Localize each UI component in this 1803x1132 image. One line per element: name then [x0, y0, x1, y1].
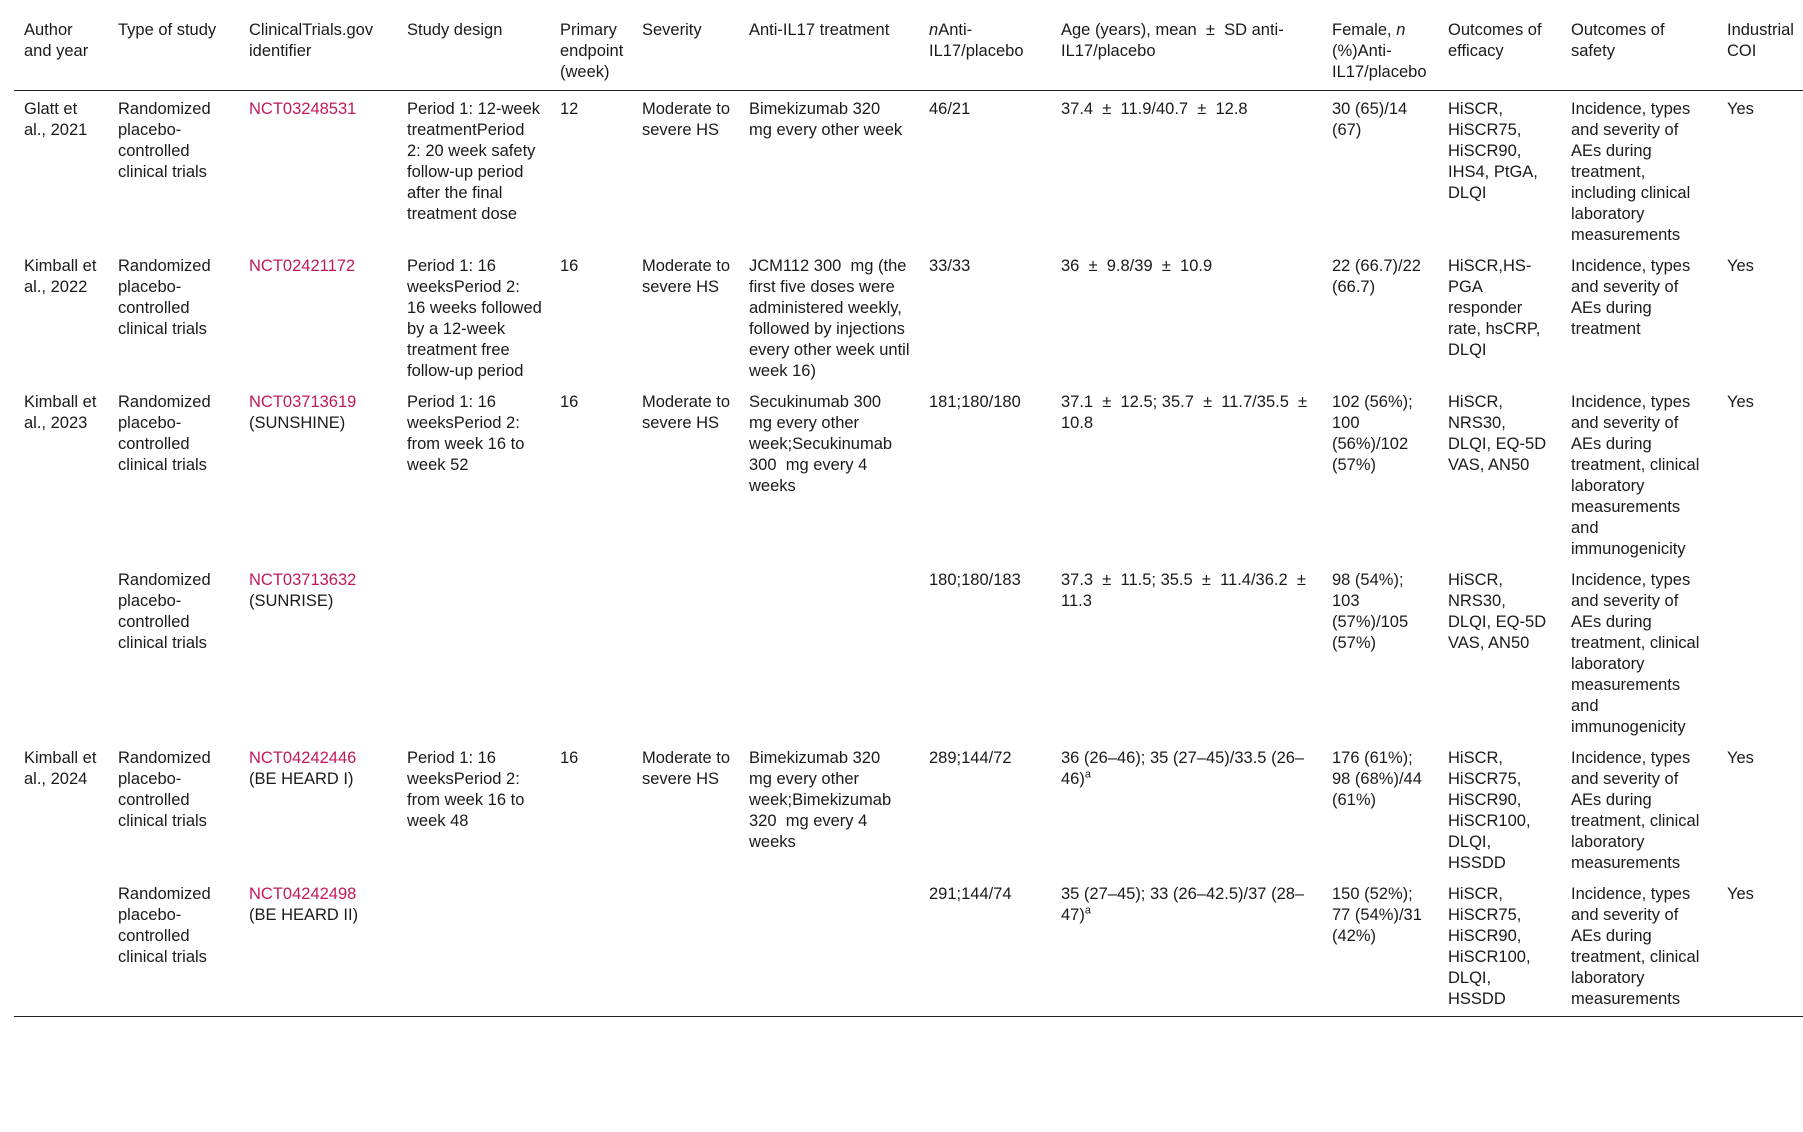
- cell-coi-text: Yes: [1727, 885, 1754, 903]
- cell-type: [108, 876, 239, 1017]
- cell-age: [1051, 91, 1322, 249]
- studies-table: [14, 10, 1803, 1017]
- header-coi: Industrial COI: [1717, 10, 1803, 91]
- cell-author-text: Glatt et al., 2021: [24, 100, 88, 139]
- cell-coi: [1717, 384, 1803, 562]
- cell-author: [14, 384, 108, 562]
- cell-safety-text: Incidence, types and severity of AEs during treatment, clinical laboratory measurements: [1571, 749, 1704, 872]
- trial-name: (SUNRISE): [249, 592, 334, 610]
- cell-design-text: Period 1: 16 weeksPeriod 2: from week 16 to week 52: [407, 393, 529, 474]
- cell-efficacy-text: HiSCR, NRS30, DLQI, EQ-5D VAS, AN50: [1448, 571, 1551, 652]
- cell-n-text: 289;144/72: [929, 749, 1012, 767]
- cell-author: [14, 562, 108, 740]
- cell-female: [1322, 384, 1438, 562]
- trial-name: (BE HEARD II): [249, 906, 359, 924]
- age-value: 37.4 ± 11.9/40.7 ± 12.8: [1061, 100, 1248, 118]
- cell-endpoint: [550, 248, 632, 384]
- age-value: 35 (27–45); 33 (26–42.5)/37 (28–47): [1061, 885, 1305, 924]
- cell-n: [919, 384, 1051, 562]
- cell-severity: [632, 876, 739, 1017]
- cell-design: [397, 384, 550, 562]
- age-footnote-mark: a: [1084, 768, 1091, 781]
- cell-coi: [1717, 876, 1803, 1017]
- cell-type-text: Randomized placebo-controlled clinical trials: [118, 257, 216, 338]
- cell-trial: [239, 740, 397, 876]
- table-row: [14, 384, 1803, 562]
- cell-coi-text: Yes: [1727, 100, 1754, 118]
- cell-safety: [1561, 91, 1717, 249]
- header-treatment: Anti-IL17 treatment: [739, 10, 919, 91]
- header-design: Study design: [397, 10, 550, 91]
- cell-endpoint: [550, 876, 632, 1017]
- cell-safety-text: Incidence, types and severity of AEs during treatment, clinical laboratory measurements and immunogenicity: [1571, 571, 1704, 736]
- cell-safety: [1561, 740, 1717, 876]
- cell-severity-text: Moderate to severe HS: [642, 100, 735, 139]
- cell-n-text: 181;180/180: [929, 393, 1021, 411]
- cell-author-text: Kimball et al., 2024: [24, 749, 102, 788]
- header-author: Author and year: [14, 10, 108, 91]
- cell-severity: [632, 562, 739, 740]
- table-row: [14, 562, 1803, 740]
- cell-treatment-text: JCM112 300 mg (the first five doses were administered weekly, followed by injections every other week until week 16): [749, 257, 915, 380]
- cell-coi-text: Yes: [1727, 393, 1754, 411]
- cell-efficacy: [1438, 248, 1561, 384]
- trial-link[interactable]: NCT02421172: [249, 257, 356, 275]
- trial-link[interactable]: NCT03713632: [249, 571, 357, 589]
- cell-safety: [1561, 384, 1717, 562]
- cell-endpoint: [550, 384, 632, 562]
- cell-endpoint-text: 16: [560, 257, 579, 275]
- cell-efficacy-text: HiSCR, HiSCR75, HiSCR90, IHS4, PtGA, DLQI: [1448, 100, 1543, 202]
- trial-name: (BE HEARD I): [249, 770, 354, 788]
- cell-endpoint: [550, 562, 632, 740]
- cell-safety: [1561, 248, 1717, 384]
- cell-design: [397, 876, 550, 1017]
- header-female: Female, n (%)Anti-IL17/placebo: [1322, 10, 1438, 91]
- cell-severity-text: Moderate to severe HS: [642, 257, 735, 296]
- cell-efficacy-text: HiSCR, HiSCR75, HiSCR90, HiSCR100, DLQI, HSSDD: [1448, 885, 1536, 1008]
- cell-efficacy: [1438, 562, 1561, 740]
- cell-treatment-text: Bimekizumab 320 mg every other week;Bimekizumab 320 mg every 4 weeks: [749, 749, 896, 851]
- cell-author: [14, 740, 108, 876]
- cell-n: [919, 562, 1051, 740]
- cell-female: [1322, 91, 1438, 249]
- cell-coi: [1717, 740, 1803, 876]
- trial-link[interactable]: NCT03713619: [249, 393, 357, 411]
- cell-severity: [632, 248, 739, 384]
- cell-efficacy-text: HiSCR, HiSCR75, HiSCR90, HiSCR100, DLQI, HSSDD: [1448, 749, 1536, 872]
- table-row: [14, 91, 1803, 249]
- trial-link[interactable]: NCT04242498: [249, 885, 357, 903]
- cell-n-text: 33/33: [929, 257, 971, 275]
- cell-age: [1051, 740, 1322, 876]
- cell-author-text: Kimball et al., 2023: [24, 393, 102, 432]
- cell-n: [919, 91, 1051, 249]
- cell-design: [397, 562, 550, 740]
- cell-coi: [1717, 248, 1803, 384]
- cell-n-text: 291;144/74: [929, 885, 1012, 903]
- cell-design-text: Period 1: 16 weeksPeriod 2: 16 weeks followed by a 12-week treatment free follow-up period: [407, 257, 547, 380]
- cell-efficacy-text: HiSCR,HS-PGA responder rate, hsCRP, DLQI: [1448, 257, 1545, 359]
- cell-female: [1322, 740, 1438, 876]
- cell-female: [1322, 876, 1438, 1017]
- header-severity: Severity: [632, 10, 739, 91]
- table-container: [14, 10, 1803, 1017]
- cell-female: [1322, 562, 1438, 740]
- age-value: 36 (26–46); 35 (27–45)/33.5 (26–46): [1061, 749, 1305, 788]
- header-efficacy: Outcomes of efficacy: [1438, 10, 1561, 91]
- cell-age: [1051, 876, 1322, 1017]
- cell-female-text: 176 (61%); 98 (68%)/44 (61%): [1332, 749, 1427, 809]
- cell-efficacy: [1438, 876, 1561, 1017]
- cell-severity: [632, 91, 739, 249]
- cell-female-text: 22 (66.7)/22 (66.7): [1332, 257, 1426, 296]
- cell-n: [919, 740, 1051, 876]
- table-body: [14, 91, 1803, 1017]
- cell-trial: [239, 91, 397, 249]
- cell-n: [919, 248, 1051, 384]
- cell-design-text: Period 1: 12-week treatmentPeriod 2: 20 week safety follow-up period after the final treatment dose: [407, 100, 545, 223]
- cell-coi-text: Yes: [1727, 257, 1754, 275]
- cell-treatment: [739, 91, 919, 249]
- header-type: Type of study: [108, 10, 239, 91]
- age-value: 36 ± 9.8/39 ± 10.9: [1061, 257, 1213, 275]
- cell-safety-text: Incidence, types and severity of AEs during treatment, including clinical laboratory measurements: [1571, 100, 1695, 244]
- cell-female-text: 30 (65)/14 (67): [1332, 100, 1412, 139]
- age-value: 37.1 ± 12.5; 35.7 ± 11.7/35.5 ± 10.8: [1061, 393, 1317, 432]
- cell-design: [397, 740, 550, 876]
- cell-age: [1051, 562, 1322, 740]
- cell-age: [1051, 248, 1322, 384]
- trial-link[interactable]: NCT03248531: [249, 100, 357, 118]
- cell-endpoint: [550, 91, 632, 249]
- header-ctgov: ClinicalTrials.gov identifier: [239, 10, 397, 91]
- cell-safety: [1561, 562, 1717, 740]
- cell-n-text: 46/21: [929, 100, 971, 118]
- cell-safety-text: Incidence, types and severity of AEs during treatment, clinical laboratory measurements: [1571, 885, 1704, 1008]
- trial-name: (SUNSHINE): [249, 414, 346, 432]
- cell-severity: [632, 740, 739, 876]
- cell-trial: [239, 562, 397, 740]
- cell-coi-text: Yes: [1727, 749, 1754, 767]
- cell-severity-text: Moderate to severe HS: [642, 749, 735, 788]
- table-row: [14, 248, 1803, 384]
- cell-type-text: Randomized placebo-controlled clinical trials: [118, 100, 216, 181]
- header-age: Age (years), mean ± SD anti-IL17/placebo: [1051, 10, 1322, 91]
- cell-efficacy: [1438, 384, 1561, 562]
- header-row: [14, 10, 1803, 91]
- header-n: nAnti-IL17/placebo: [919, 10, 1051, 91]
- cell-coi: [1717, 562, 1803, 740]
- cell-female: [1322, 248, 1438, 384]
- cell-type-text: Randomized placebo-controlled clinical trials: [118, 749, 216, 830]
- cell-efficacy: [1438, 91, 1561, 249]
- table-row: [14, 740, 1803, 876]
- cell-type: [108, 384, 239, 562]
- age-value: 37.3 ± 11.5; 35.5 ± 11.4/36.2 ± 11.3: [1061, 571, 1316, 610]
- cell-efficacy: [1438, 740, 1561, 876]
- age-footnote-mark: a: [1084, 904, 1091, 917]
- cell-type-text: Randomized placebo-controlled clinical trials: [118, 571, 216, 652]
- cell-treatment-text: Secukinumab 300 mg every other week;Secukinumab 300 mg every 4 weeks: [749, 393, 897, 495]
- cell-type-text: Randomized placebo-controlled clinical trials: [118, 885, 216, 966]
- cell-female-text: 150 (52%); 77 (54%)/31 (42%): [1332, 885, 1427, 945]
- cell-severity-text: Moderate to severe HS: [642, 393, 735, 432]
- cell-treatment-text: Bimekizumab 320 mg every other week: [749, 100, 903, 139]
- cell-age: [1051, 384, 1322, 562]
- cell-endpoint: [550, 740, 632, 876]
- cell-type: [108, 248, 239, 384]
- cell-author-text: Kimball et al., 2022: [24, 257, 102, 296]
- cell-design-text: Period 1: 16 weeksPeriod 2: from week 16 to week 48: [407, 749, 529, 830]
- header-safety: Outcomes of safety: [1561, 10, 1717, 91]
- cell-design: [397, 91, 550, 249]
- cell-female-text: 98 (54%); 103 (57%)/105 (57%): [1332, 571, 1413, 652]
- cell-safety-text: Incidence, types and severity of AEs during treatment: [1571, 257, 1695, 338]
- cell-type: [108, 562, 239, 740]
- cell-efficacy-text: HiSCR, NRS30, DLQI, EQ-5D VAS, AN50: [1448, 393, 1551, 474]
- cell-trial: [239, 384, 397, 562]
- cell-female-text: 102 (56%); 100 (56%)/102 (57%): [1332, 393, 1418, 474]
- cell-author: [14, 91, 108, 249]
- cell-trial: [239, 876, 397, 1017]
- cell-design: [397, 248, 550, 384]
- cell-severity: [632, 384, 739, 562]
- header-endpoint: Primary endpoint (week): [550, 10, 632, 91]
- cell-endpoint-text: 16: [560, 393, 579, 411]
- cell-coi: [1717, 91, 1803, 249]
- cell-endpoint-text: 16: [560, 749, 579, 767]
- cell-treatment: [739, 876, 919, 1017]
- cell-treatment: [739, 740, 919, 876]
- cell-treatment: [739, 248, 919, 384]
- cell-n-text: 180;180/183: [929, 571, 1021, 589]
- cell-type-text: Randomized placebo-controlled clinical trials: [118, 393, 216, 474]
- cell-n: [919, 876, 1051, 1017]
- cell-treatment: [739, 562, 919, 740]
- cell-author: [14, 876, 108, 1017]
- cell-safety-text: Incidence, types and severity of AEs during treatment, clinical laboratory measurements and immunogenicity: [1571, 393, 1704, 558]
- table-row: [14, 876, 1803, 1017]
- trial-link[interactable]: NCT04242446: [249, 749, 357, 767]
- cell-author: [14, 248, 108, 384]
- cell-trial: [239, 248, 397, 384]
- cell-type: [108, 740, 239, 876]
- cell-treatment: [739, 384, 919, 562]
- cell-endpoint-text: 12: [560, 100, 579, 118]
- cell-type: [108, 91, 239, 249]
- cell-safety: [1561, 876, 1717, 1017]
